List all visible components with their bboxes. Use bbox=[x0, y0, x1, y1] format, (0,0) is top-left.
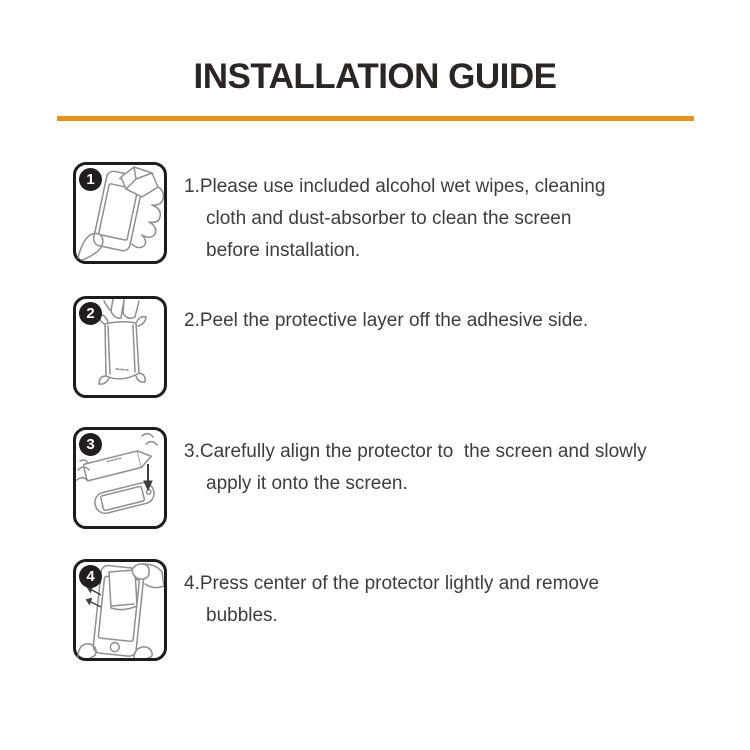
step-1-text bbox=[184, 171, 605, 267]
step-4-number-badge: 4 bbox=[79, 565, 102, 588]
page-title: INSTALLATION GUIDE bbox=[193, 57, 557, 96]
step-1-row bbox=[0, 162, 750, 272]
step-2-illustration-box bbox=[73, 296, 167, 398]
step-4-line-1: 4.Press center of the protector lightly and remove bbox=[184, 573, 600, 594]
step-3-row bbox=[0, 427, 750, 537]
step-1-illustration-box bbox=[73, 162, 167, 264]
step-4-line-2: bubbles. bbox=[206, 605, 278, 626]
step-3-line-2: apply it onto the screen. bbox=[206, 473, 408, 494]
step-4-row bbox=[0, 559, 750, 669]
step-1-line-1: 1.Please use included alcohol wet wipes, cleaning bbox=[184, 176, 606, 197]
step-2-row bbox=[0, 296, 750, 406]
step-4-text bbox=[184, 568, 599, 632]
step-1-line-3: before installation. bbox=[206, 240, 361, 261]
step-1-line-2: cloth and dust-absorber to clean the screen bbox=[206, 208, 572, 229]
step-2-text bbox=[184, 305, 588, 337]
title-divider bbox=[57, 116, 694, 121]
step-3-text bbox=[184, 436, 647, 500]
step-3-illustration-box bbox=[73, 427, 167, 529]
step-1-number-badge: 1 bbox=[79, 168, 102, 191]
step-2-line-1: 2.Peel the protective layer off the adhesive side. bbox=[184, 310, 589, 331]
step-3-number-badge: 3 bbox=[79, 433, 102, 456]
step-3-line-1: 3.Carefully align the protector to the screen and slowly bbox=[184, 441, 647, 462]
step-4-illustration-box bbox=[73, 559, 167, 661]
step-2-number-badge: 2 bbox=[79, 302, 102, 325]
